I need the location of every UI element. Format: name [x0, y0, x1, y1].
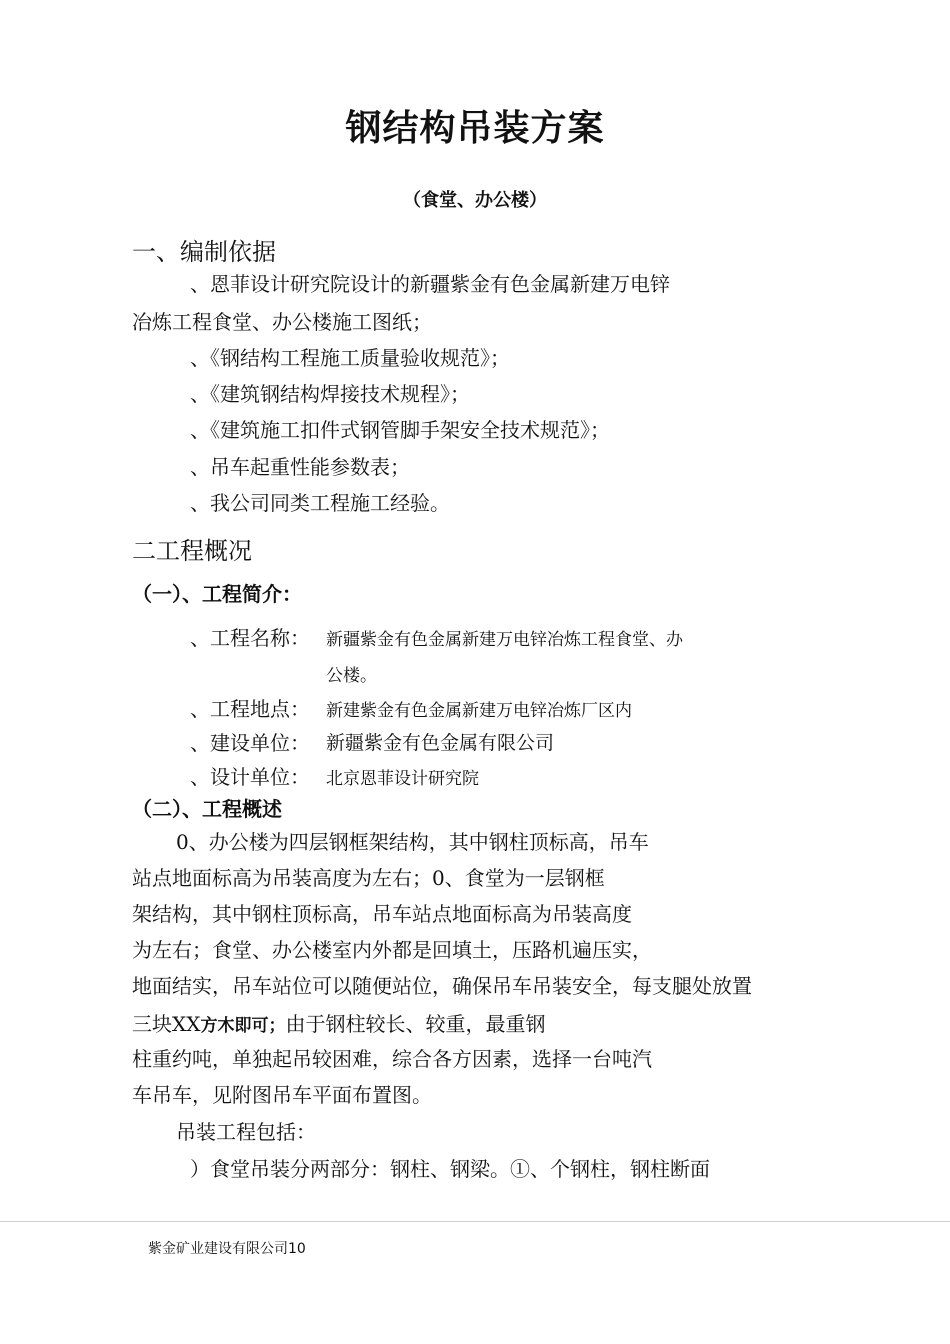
field-value-project-location: 新建紫金有色金属新建万电锌冶炼厂区内	[326, 701, 632, 721]
description-line-mixed	[132, 1008, 545, 1037]
description-line: 柱重约吨，单独起吊较困难，综合各方因素，选择一台吨汽	[132, 1047, 652, 1071]
field-value-designer: 北京恩菲设计研究院	[326, 769, 479, 789]
section-heading-overview: 二工程概况	[132, 537, 252, 565]
scope-item: ）食堂吊装分两部分：钢柱、钢梁。①、个钢柱，钢柱断面	[190, 1157, 710, 1181]
document-subtitle: （食堂、办公楼）	[403, 190, 547, 211]
field-value-owner: 新疆紫金有色金属有限公司	[326, 732, 555, 754]
scope-label: 吊装工程包括：	[176, 1120, 316, 1144]
description-line: 为左右；食堂、办公楼室内外都是回填土，压路机遍压实，	[132, 938, 652, 962]
field-label-designer: 、设计单位：	[190, 765, 310, 789]
description-line: 站点地面标高为吊装高度为左右；0、食堂为一层钢框	[132, 866, 605, 890]
basis-item: 、吊车起重性能参数表；	[190, 455, 410, 479]
field-value-project-name: 新疆紫金有色金属新建万电锌冶炼工程食堂、办	[326, 630, 683, 650]
footer-divider	[0, 1221, 950, 1222]
basis-item: 、《钢结构工程施工质量验收规范》；	[190, 346, 510, 370]
description-emphasis: 方木即可；	[200, 1016, 286, 1036]
basis-item: 、《建筑钢结构焊接技术规程》；	[190, 382, 470, 406]
field-label-owner: 、建设单位：	[190, 731, 310, 755]
subsection-heading-intro: （一）、工程简介：	[132, 582, 302, 606]
basis-item: 、我公司同类工程施工经验。	[190, 491, 450, 515]
document-title: 钢结构吊装方案	[345, 108, 605, 149]
description-text: 由于钢柱较长、较重，最重钢	[285, 1012, 546, 1036]
basis-item: 、《建筑施工扣件式钢管脚手架安全技术规范》；	[190, 418, 610, 442]
description-line: 地面结实，吊车站位可以随便站位，确保吊车吊装安全，每支腿处放置	[132, 974, 752, 998]
subsection-heading-description: （二）、工程概述	[132, 797, 282, 821]
description-line: 0、办公楼为四层钢框架结构，其中钢柱顶标高，吊车	[176, 830, 649, 854]
field-label-project-name: 、工程名称：	[190, 626, 310, 650]
basis-item: 冶炼工程食堂、办公楼施工图纸；	[132, 310, 432, 334]
field-value-project-name-cont: 公楼。	[326, 666, 377, 686]
field-label-project-location: 、工程地点：	[190, 697, 310, 721]
description-line: 车吊车，见附图吊车平面布置图。	[132, 1083, 432, 1107]
page-footer: 紫金矿业建设有限公司10	[148, 1241, 306, 1257]
description-line: 架结构，其中钢柱顶标高，吊车站点地面标高为吊装高度	[132, 902, 632, 926]
section-heading-basis: 一、编制依据	[132, 238, 276, 266]
description-text: 三块XX	[132, 1012, 201, 1036]
basis-item: 、恩菲设计研究院设计的新疆紫金有色金属新建万电锌	[190, 272, 670, 296]
